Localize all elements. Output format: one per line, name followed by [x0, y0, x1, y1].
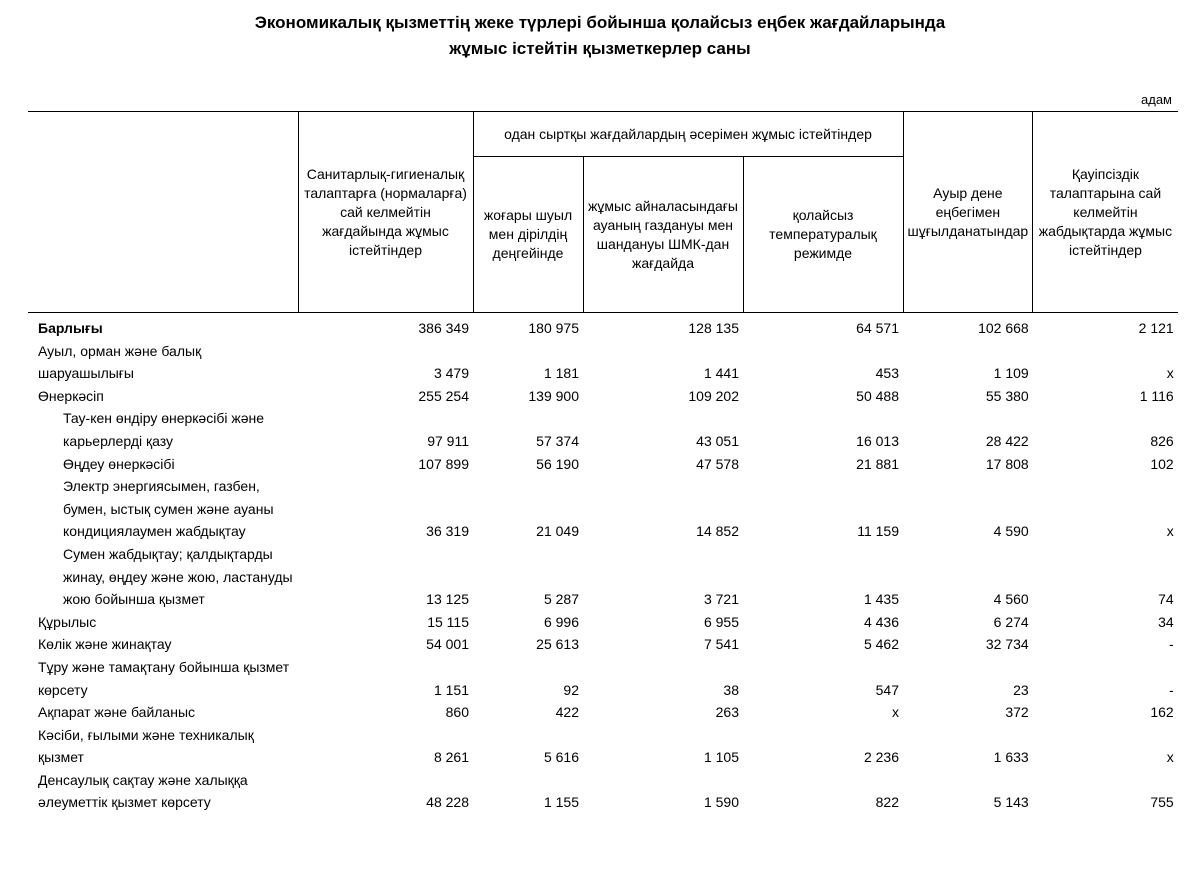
cell-value: 422: [555, 704, 579, 721]
cell-value: 128 135: [688, 320, 739, 336]
table-row: [28, 340, 1178, 385]
cell-value: 48 228: [426, 794, 469, 811]
row-label: Тұру және тамақтану бойынша қызмет көрсету: [38, 658, 290, 698]
table-row: [28, 543, 1178, 611]
cell-value: 54 001: [426, 636, 469, 653]
header-gas: жұмыс айналасындағы ауаның газдануы мен шандануы ШМК-дан жағдайда: [583, 157, 743, 313]
cell-value: 5 143: [993, 794, 1029, 811]
table-row: [28, 385, 1178, 408]
table-row: [28, 769, 1178, 814]
cell-value: 102 668: [978, 320, 1029, 336]
cell-value: 162: [1150, 704, 1174, 721]
cell-value: 64 571: [856, 320, 899, 336]
cell-value: 1 105: [703, 749, 739, 766]
cell-value: 15 115: [427, 613, 469, 630]
cell-value: x: [1166, 523, 1174, 540]
cell-value: 25 613: [536, 636, 579, 653]
cell-value: 16 013: [856, 432, 899, 449]
cell-value: 107 899: [418, 455, 469, 472]
header-heavy-labor: Ауыр дене еңбегімен шұғылданатындар: [903, 112, 1033, 313]
cell-value: 97 911: [427, 432, 469, 449]
cell-value: 1 435: [863, 591, 899, 608]
table-row: [28, 453, 1178, 476]
cell-value: 1 441: [703, 365, 739, 382]
cell-value: 1 155: [543, 794, 579, 811]
table-row: [28, 475, 1178, 543]
cell-value: 21 881: [856, 455, 899, 472]
cell-value: 28 422: [985, 432, 1029, 449]
cell-value: 11 159: [857, 523, 899, 540]
cell-value: 1 633: [993, 749, 1029, 766]
cell-value: 6 955: [703, 613, 739, 630]
title-line-1: Экономикалық қызметтің жеке түрлері бойынша қолайсыз еңбек жағдайларында: [254, 13, 946, 32]
cell-value: 92: [563, 681, 579, 698]
cell-value: 2 121: [1138, 320, 1174, 336]
row-label: Кәсіби, ғылыми және техникалық қызмет: [38, 726, 254, 766]
cell-value: 57 374: [536, 432, 579, 449]
cell-value: 453: [875, 365, 899, 382]
cell-value: 43 051: [696, 432, 739, 449]
cell-value: 547: [875, 681, 899, 698]
cell-value: 1 181: [543, 365, 579, 382]
table-row: [28, 656, 1178, 701]
cell-value: 32 734: [985, 636, 1029, 653]
cell-value: 139 900: [528, 387, 579, 404]
cell-value: 263: [715, 704, 739, 721]
statistics-table: [28, 111, 1178, 814]
cell-value: 21 049: [536, 523, 579, 540]
row-label: Электр энергиясымен, газбен, бумен, ыстық сумен және ауаны кондициялаумен жабдықтау: [63, 478, 274, 540]
cell-value: 109 202: [688, 387, 739, 404]
cell-value: 3 479: [433, 365, 469, 382]
cell-value: 2 236: [863, 749, 899, 766]
cell-value: 38: [723, 681, 739, 698]
cell-value: 13 125: [426, 591, 469, 608]
cell-value: -: [1169, 681, 1174, 698]
row-label: Барлығы: [38, 320, 103, 336]
cell-value: 7 541: [703, 636, 739, 653]
cell-value: -: [1169, 636, 1174, 653]
cell-value: 102: [1150, 455, 1174, 472]
cell-value: 8 261: [433, 749, 469, 766]
header-noise: жоғары шуыл мен дірілдің деңгейінде: [473, 157, 583, 313]
header-temperature: қолайсыз температуралық режимде: [743, 157, 903, 313]
header-external-group: одан сыртқы жағдайлардың әсерімен жұмыс істейтіндер: [473, 112, 903, 157]
cell-value: 1 590: [703, 794, 739, 811]
header-sanitary: Санитарлық-гигиеналық талаптарға (нормаларға) сай келмейтін жағдайында жұмыс істейтіндер: [298, 112, 473, 313]
table-row: [28, 611, 1178, 634]
cell-value: 1 151: [433, 681, 469, 698]
row-label: Құрылыс: [38, 613, 97, 630]
cell-value: 50 488: [856, 387, 899, 404]
cell-value: 36 319: [426, 523, 469, 540]
row-label: Сумен жабдықтау; қалдықтарды жинау, өңдеу және жою, ластануды жою бойынша қызмет: [63, 545, 293, 608]
cell-value: 47 578: [696, 455, 739, 472]
cell-value: 56 190: [536, 455, 579, 472]
page-title: [0, 10, 1200, 62]
cell-value: 23: [1013, 681, 1029, 698]
table-row: [28, 633, 1178, 656]
row-label: Өңдеу өнеркәсібі: [63, 455, 175, 472]
cell-value: x: [1166, 749, 1174, 766]
cell-value: 5 287: [543, 591, 579, 608]
cell-value: 5 462: [863, 636, 899, 653]
cell-value: 860: [445, 704, 469, 721]
header-activity: [28, 112, 298, 313]
row-label: Көлік және жинақтау: [38, 636, 172, 653]
cell-value: 4 560: [993, 591, 1029, 608]
row-label: Ақпарат және байланыс: [38, 704, 196, 721]
cell-value: 1 116: [1139, 387, 1174, 404]
table-row: [28, 724, 1178, 769]
row-label: Тау-кен өндіру өнеркәсібі және карьерлерді қазу: [63, 410, 265, 449]
row-label: Денсаулық сақтау және халыққа әлеуметтік қызмет көрсету: [38, 771, 248, 811]
row-label: Өнеркәсіп: [38, 387, 104, 404]
cell-value: 14 852: [696, 523, 739, 540]
table-row: [28, 407, 1178, 452]
cell-value: 180 975: [528, 320, 579, 336]
cell-value: 4 590: [993, 523, 1029, 540]
row-label: Ауыл, орман және балық шаруашылығы: [38, 342, 202, 382]
cell-value: 826: [1150, 432, 1174, 449]
cell-value: 34: [1158, 613, 1174, 630]
cell-value: 17 808: [985, 455, 1029, 472]
cell-value: 255 254: [418, 387, 469, 404]
cell-value: 1 109: [993, 365, 1029, 382]
table-row: [28, 701, 1178, 724]
cell-value: 4 436: [863, 613, 899, 630]
cell-value: 822: [875, 794, 899, 811]
header-safety: Қауіпсіздік талаптарына сай келмейтін жабдықтарда жұмыс істейтіндер: [1033, 112, 1178, 313]
title-line-2: жұмыс істейтін қызметкерлер саны: [449, 39, 751, 58]
cell-value: 3 721: [703, 591, 739, 608]
cell-value: 386 349: [418, 320, 469, 336]
unit-label: адам: [1141, 92, 1172, 107]
cell-value: 6 996: [543, 613, 579, 630]
cell-value: 6 274: [993, 613, 1029, 630]
cell-value: x: [892, 704, 899, 721]
cell-value: 372: [1005, 704, 1029, 721]
cell-value: 5 616: [543, 749, 579, 766]
cell-value: 755: [1150, 794, 1174, 811]
cell-value: x: [1166, 365, 1174, 382]
cell-value: 55 380: [985, 387, 1029, 404]
cell-value: 74: [1158, 591, 1174, 608]
table-row: [28, 313, 1178, 340]
